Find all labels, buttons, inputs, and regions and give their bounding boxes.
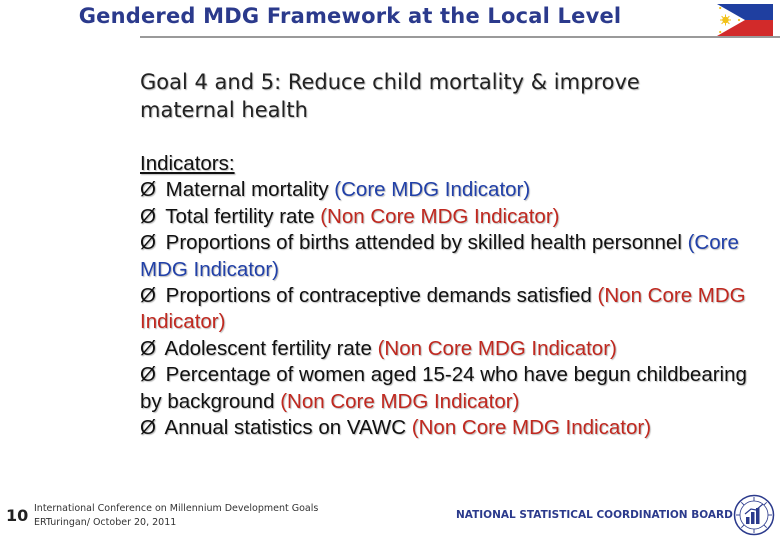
bullet-arrow-icon: Ø — [140, 204, 156, 228]
indicator-text: Maternal mortality — [165, 178, 329, 202]
indicator-tag-core: (Core MDG Indicator) — [140, 231, 739, 281]
indicator-item — [140, 283, 760, 336]
title-divider — [140, 36, 780, 38]
bullet-arrow-icon: Ø — [140, 178, 156, 202]
bullet-arrow-icon: Ø — [140, 363, 156, 387]
bullet-arrow-icon: Ø — [140, 336, 156, 360]
footer-credits — [34, 502, 394, 530]
indicator-item — [140, 362, 760, 415]
goal-heading — [140, 68, 740, 124]
nscb-logo — [733, 494, 775, 536]
slide-number: 10 — [6, 506, 29, 525]
organization-name: NATIONAL STATISTICAL COORDINATION BOARD — [456, 509, 733, 521]
indicator-text: Proportions of births attended by skilled health personnel — [165, 231, 682, 255]
author-date-line: ERTuringan/ October 20, 2011 — [34, 517, 177, 528]
indicator-tag-noncore: (Non Core MDG Indicator) — [280, 389, 520, 413]
goal-line-2: maternal health — [140, 98, 308, 122]
indicator-item — [140, 204, 760, 230]
indicator-text: Adolescent fertility rate — [164, 336, 372, 360]
indicator-tag-noncore: (Non Core MDG Indicator) — [320, 204, 560, 228]
indicator-tag-noncore: (Non Core MDG Indicator) — [377, 336, 617, 360]
indicator-text: Annual statistics on VAWC — [164, 416, 407, 440]
indicator-item — [140, 230, 760, 283]
philippine-flag-icon — [717, 4, 773, 36]
indicator-list — [140, 151, 760, 441]
conference-line: International Conference on Millennium Development Goals — [34, 503, 319, 514]
bullet-arrow-icon: Ø — [140, 416, 156, 440]
indicator-item — [140, 336, 760, 362]
goal-line-1: Goal 4 and 5: Reduce child mortality & improve — [140, 70, 640, 94]
indicator-text: Proportions of contraceptive demands satisfied — [165, 284, 592, 308]
bullet-arrow-icon: Ø — [140, 284, 156, 308]
indicator-tag-noncore: (Non Core MDG Indicator) — [411, 416, 652, 440]
indicator-text: Percentage of women aged 15-24 who have begun childbearing by background — [140, 363, 747, 413]
indicator-text: Total fertility rate — [165, 204, 315, 228]
indicator-item — [140, 177, 760, 203]
indicator-tag-noncore: (Non Core MDG Indicator) — [140, 284, 746, 334]
bullet-arrow-icon: Ø — [140, 231, 156, 255]
indicator-tag-core: (Core MDG Indicator) — [334, 178, 531, 202]
slide-title: Gendered MDG Framework at the Local Level — [78, 4, 622, 28]
indicators-label: Indicators: — [140, 152, 235, 175]
indicator-item — [140, 415, 760, 441]
